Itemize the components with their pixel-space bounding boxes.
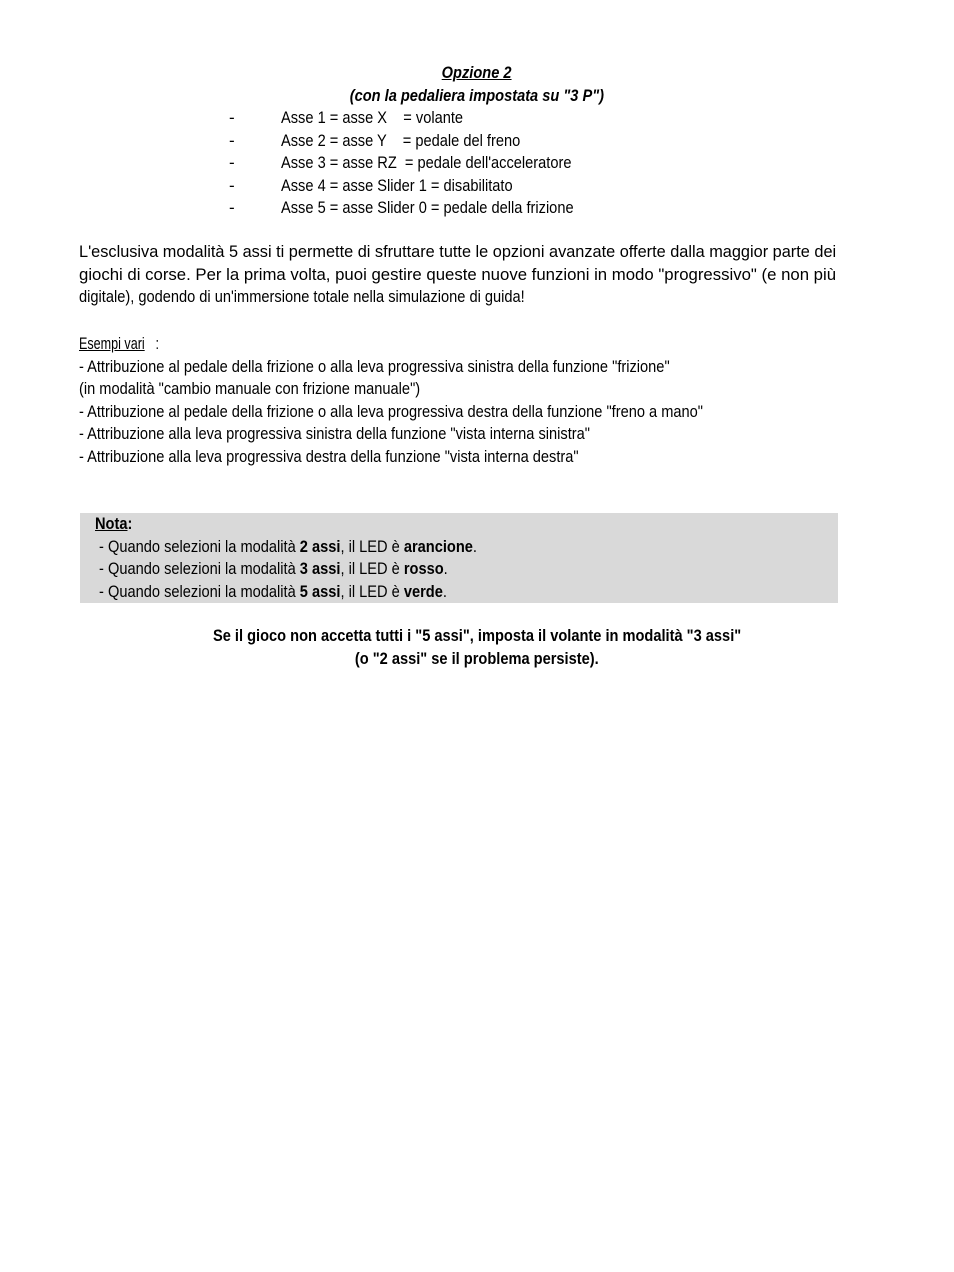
list-dash: - bbox=[229, 198, 235, 218]
list-item: - Attribuzione alla leva progressiva destra della funzione "vista interna destra" bbox=[79, 446, 579, 466]
note-content bbox=[95, 513, 539, 603]
list-dash: - bbox=[229, 153, 235, 173]
led-color: rosso bbox=[403, 559, 444, 579]
paragraph-text: L'esclusiva modalità 5 assi ti permette di sfruttare tutte le opzioni avanzate offerte dalla maggior parte dei bbox=[79, 242, 837, 261]
axis-text: Asse 4 = asse Slider 1 = disabilitato bbox=[281, 175, 513, 195]
section-title: Opzione 2 bbox=[442, 63, 512, 82]
paragraph-text: digitale), godendo di un'immersione totale nella simulazione di guida! bbox=[79, 287, 525, 307]
examples-section bbox=[79, 333, 879, 469]
axis-item bbox=[229, 152, 829, 175]
axis-text: Asse 2 = asse Y = pedale del freno bbox=[281, 130, 521, 150]
note-label: Nota: bbox=[95, 514, 133, 533]
axis-text: Asse 5 = asse Slider 0 = pedale della frizione bbox=[281, 198, 574, 218]
axis-text: Asse 3 = asse RZ = pedale dell'acceleratore bbox=[281, 153, 572, 173]
axis-item bbox=[229, 130, 829, 153]
section-subtitle: (con la pedaliera impostata su "3 P") bbox=[349, 86, 605, 105]
paragraph-line bbox=[79, 241, 836, 264]
list-dash: - bbox=[229, 175, 235, 195]
list-dash: - bbox=[229, 108, 235, 127]
paragraph-text: giochi di corse. Per la prima volta, puoi gestire queste nuove funzioni in modo "progressivo" (e non più bbox=[79, 264, 837, 284]
list-item: - Attribuzione al pedale della frizione o alla leva progressiva destra della funzione "freno a mano" bbox=[79, 401, 703, 421]
axes-list bbox=[229, 107, 829, 220]
note-row: - Quando selezioni la modalità 3 assi, il LED è rosso. bbox=[95, 559, 448, 579]
final-warning-line-1: Se il gioco non accetta tutti i "5 assi", imposta il volante in modalità "3 assi" bbox=[212, 626, 742, 645]
intro-paragraph bbox=[79, 241, 836, 309]
examples-heading-text: Esempi vari bbox=[79, 334, 145, 353]
axis-item bbox=[229, 197, 829, 220]
mode-label: 5 assi bbox=[299, 581, 341, 601]
led-color: arancione bbox=[403, 536, 473, 556]
mode-label: 3 assi bbox=[299, 559, 341, 579]
final-warning-line-2: (o "2 assi" se il problema persiste). bbox=[355, 649, 599, 668]
note-row: - Quando selezioni la modalità 2 assi, il LED è arancione. bbox=[95, 536, 477, 556]
note-row: - Quando selezioni la modalità 5 assi, il LED è verde. bbox=[95, 581, 447, 601]
mode-label: 2 assi bbox=[299, 536, 341, 556]
list-item: (in modalità "cambio manuale con frizione manuale") bbox=[79, 379, 421, 399]
led-color: verde bbox=[403, 581, 443, 601]
axis-item bbox=[229, 107, 829, 130]
paragraph-line bbox=[79, 264, 836, 287]
axis-text: Asse 1 = asse X = volante bbox=[281, 108, 464, 127]
axis-item bbox=[229, 175, 829, 198]
examples-heading: Esempi vari : bbox=[79, 333, 879, 356]
note-box bbox=[80, 513, 838, 603]
list-item: - Attribuzione alla leva progressiva sinistra della funzione "vista interna sinistra" bbox=[79, 424, 590, 444]
list-dash: - bbox=[229, 130, 235, 150]
list-item: - Attribuzione al pedale della frizione o alla leva progressiva sinistra della funzione "frizione" bbox=[79, 356, 670, 376]
paragraph-line bbox=[79, 286, 836, 309]
